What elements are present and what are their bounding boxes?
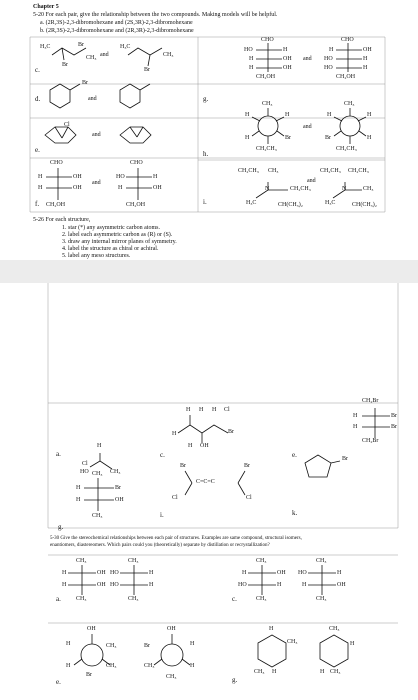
allene-core: C=C=C	[196, 479, 215, 485]
and-text: and	[92, 132, 101, 138]
problem-5-30-prompt-line2: enantiomers, diastereomers. Which pairs could you (theoretically) separate by distillation or recrystallization?	[50, 543, 270, 548]
atom-h: H	[302, 582, 307, 588]
and-text: and	[88, 96, 97, 102]
atom-h: H	[62, 570, 67, 576]
atom-h: H	[66, 641, 71, 647]
atom-oh: OH	[283, 65, 292, 71]
task-4: 4. label the structure as chiral or achiral.	[62, 246, 159, 252]
atom-br: Br	[86, 672, 92, 678]
atom-chch32: CH(CH₃)₂	[352, 202, 377, 208]
and-text: and	[307, 178, 316, 184]
row-label-i: i.	[203, 198, 207, 206]
atom-h: H	[38, 174, 43, 180]
atom-ch3: CH₃	[106, 643, 117, 649]
atom-h: H	[353, 424, 358, 430]
task-1: 1. star (*) any asymmetric carbon atoms.	[62, 225, 160, 231]
atom-h: H	[66, 663, 71, 669]
textbook-page-1	[0, 0, 418, 260]
row-label-g: g.	[58, 523, 64, 531]
atom-h3c: H₃C	[40, 44, 51, 50]
atom-h: H	[149, 582, 154, 588]
atom-ho: HO	[324, 65, 333, 71]
atom-ch3: CH₃	[330, 669, 341, 675]
atom-h: H	[190, 641, 195, 647]
atom-br: Br	[285, 135, 291, 141]
atom-ch2ch3: CH₂CH₃	[238, 168, 259, 174]
atom-h3c: H₃C	[246, 200, 257, 206]
and-text: and	[92, 180, 101, 186]
atom-h: H	[212, 407, 217, 413]
atom-h: H	[76, 497, 81, 503]
atom-ch2ch3: CH₂CH₃	[290, 186, 311, 192]
atom-ch3: CH₃	[76, 596, 87, 602]
row-label-g: g.	[203, 95, 209, 103]
atom-ch2oh: CH₂OH	[336, 74, 356, 80]
atom-ho: HO	[244, 47, 253, 53]
atom-br: Br	[244, 463, 250, 469]
atom-cho: CHO	[341, 37, 354, 43]
atom-ch2br: CH₂Br	[362, 398, 379, 404]
atom-ch2oh: CH₂OH	[126, 202, 146, 208]
atom-cl: Cl	[224, 407, 230, 413]
atom-ch3: CH₃	[344, 101, 355, 107]
textbook-page-2	[0, 283, 418, 700]
row-label-i: i.	[160, 511, 164, 519]
atom-cho: CHO	[130, 160, 143, 166]
atom-h: H	[285, 112, 290, 118]
atom-h: H	[353, 413, 358, 419]
atom-oh: OH	[167, 626, 176, 632]
atom-h: H	[367, 135, 372, 141]
atom-cl: Cl	[246, 495, 252, 501]
atom-ch3: CH₃	[316, 596, 327, 602]
atom-br: Br	[144, 67, 150, 73]
task-3: 3. draw any internal mirror planes of symmetry.	[62, 239, 177, 245]
atom-ch3: CH₃	[128, 596, 139, 602]
atom-ch2oh: CH₂OH	[256, 74, 276, 80]
row-label-h: h.	[203, 150, 209, 158]
atom-cl: Cl	[172, 495, 178, 501]
atom-h: H	[277, 582, 282, 588]
atom-h: H	[188, 443, 193, 449]
row-label-e: e.	[35, 146, 40, 154]
atom-h: H	[350, 641, 355, 647]
task-5: 5. label any meso structures.	[62, 253, 131, 259]
atom-h: H	[153, 174, 158, 180]
atom-br: Br	[228, 429, 234, 435]
atom-ho: HO	[298, 570, 307, 576]
row-label-a: a.	[56, 450, 61, 458]
atom-cho: CHO	[50, 160, 63, 166]
atom-h: H	[337, 570, 342, 576]
atom-br: Br	[391, 424, 397, 430]
atom-ch3: CH₃	[110, 469, 121, 475]
atom-h: H	[199, 407, 204, 413]
atom-ch3: CH₃	[163, 52, 174, 58]
row-label-e: e.	[292, 451, 297, 459]
atom-h: H	[245, 112, 250, 118]
atom-h: H	[363, 56, 368, 62]
atom-h: H	[242, 570, 247, 576]
atom-ch3: CH₃	[254, 669, 265, 675]
atom-oh: OH	[153, 185, 162, 191]
row-label-c: c.	[160, 451, 165, 459]
atom-h: H	[190, 663, 195, 669]
atom-oh: OH	[97, 570, 106, 576]
atom-cl: Cl	[82, 461, 88, 467]
row-label-g: g.	[232, 676, 238, 684]
atom-br: Br	[78, 42, 84, 48]
atom-ch2ch3: CH₂CH₃	[320, 168, 341, 174]
atom-h: H	[97, 443, 102, 449]
and-text: and	[303, 124, 312, 130]
atom-oh: OH	[97, 582, 106, 588]
row-label-f: f.	[35, 200, 40, 208]
atom-br: Br	[82, 80, 88, 86]
atom-h: H	[118, 185, 123, 191]
atom-oh: OH	[73, 174, 82, 180]
atom-ch3: CH₃	[268, 168, 279, 174]
atom-br: Br	[180, 463, 186, 469]
atom-h: H	[76, 485, 81, 491]
atom-ch3: CH₃	[329, 626, 340, 632]
atom-h: H	[329, 47, 334, 53]
atom-h: H	[172, 431, 177, 437]
atom-ch3: CH₃	[166, 674, 177, 680]
and-text: and	[100, 52, 109, 58]
atom-h: H	[367, 112, 372, 118]
row-label-e: e.	[56, 678, 61, 686]
atom-ch3: CH₃	[262, 101, 273, 107]
atom-ho: HO	[80, 469, 89, 475]
atom-h: H	[249, 65, 254, 71]
atom-h: H	[283, 47, 288, 53]
atom-ho: HO	[110, 570, 119, 576]
atom-ho: HO	[116, 174, 125, 180]
problem-grid-page2	[0, 283, 418, 700]
atom-ch2ch3: CH₂CH₃	[348, 168, 369, 174]
row-label-c: c.	[232, 595, 237, 603]
atom-ch3: CH₃	[287, 639, 298, 645]
atom-oh: OH	[115, 497, 124, 503]
problem-item-a: a. (2R,3S)-2,3-dibromohexane and (2S,3R)-2,3-dibromohexane	[40, 20, 193, 26]
atom-h: H	[245, 135, 250, 141]
atom-h: H	[186, 407, 191, 413]
atom-br: Br	[391, 413, 397, 419]
atom-ch2ch3: CH₂CH₃	[256, 146, 277, 152]
atom-oh: OH	[363, 47, 372, 53]
atom-ch3: CH₃	[86, 55, 97, 61]
problem-5-20-prompt: 5-20 For each pair, give the relationship between the two compounds. Making models will be helpful.	[33, 12, 278, 18]
atom-br: Br	[325, 135, 331, 141]
atom-cl: Cl	[64, 122, 70, 128]
problem-5-30-prompt: 5-30 Give the stereochemical relationships between each pair of structures. Examples are same compound, structural isomers,	[50, 536, 302, 541]
atom-ch3: CH₃	[92, 471, 103, 477]
atom-ch3: CH₃	[256, 596, 267, 602]
atom-ch2ch3: CH₂CH₃	[336, 146, 357, 152]
row-label-a: a.	[56, 595, 61, 603]
atom-cho: CHO	[261, 37, 274, 43]
atom-ho: HO	[324, 56, 333, 62]
atom-oh: OH	[283, 56, 292, 62]
atom-h: H	[320, 669, 325, 675]
atom-ch3: CH₃	[256, 558, 267, 564]
problem-item-b: b. (2R,3S)-2,3-dibromohexane and (2R,3R)-2,3-dibromohexane	[40, 28, 194, 34]
atom-oh: OH	[87, 626, 96, 632]
row-label-c: c.	[35, 66, 40, 74]
atom-br: Br	[62, 62, 68, 68]
problem-5-26-prompt: 5-26 For each structure,	[33, 217, 91, 223]
atom-oh: OH	[73, 185, 82, 191]
atom-ch2br: CH₂Br	[362, 438, 379, 444]
atom-h: H	[149, 570, 154, 576]
atom-br: Br	[144, 643, 150, 649]
atom-h: H	[363, 65, 368, 71]
row-label-k: k.	[292, 509, 298, 517]
atom-ch3: CH₃	[76, 558, 87, 564]
chapter-heading: Chapter 5	[33, 4, 59, 10]
atom-oh: OH	[277, 570, 286, 576]
atom-ch3: CH₃	[128, 558, 139, 564]
atom-ch2oh: CH₂OH	[46, 202, 66, 208]
atom-h: H	[62, 582, 67, 588]
atom-n: N	[265, 186, 270, 192]
atom-ch3: CH₃	[316, 558, 327, 564]
atom-ho: HO	[110, 582, 119, 588]
atom-oh: OH	[200, 443, 209, 449]
and-text: and	[303, 56, 312, 62]
atom-h: H	[38, 185, 43, 191]
atom-n: N	[342, 186, 347, 192]
atom-br: Br	[115, 485, 121, 491]
atom-ch3: CH₃	[144, 663, 155, 669]
atom-br: Br	[342, 456, 348, 462]
atom-oh: OH	[337, 582, 346, 588]
task-2: 2. label each asymmetric carbon as (R) or (S).	[62, 232, 173, 238]
atom-chch32: CH(CH₃)₂	[278, 202, 303, 208]
atom-ch3: CH₃	[92, 513, 103, 519]
atom-h: H	[269, 626, 274, 632]
atom-h: H	[272, 669, 277, 675]
atom-h3c: H₃C	[325, 200, 336, 206]
atom-h3c: H₃C	[120, 44, 131, 50]
atom-h: H	[249, 56, 254, 62]
atom-h: H	[327, 112, 332, 118]
atom-ch3: CH₃	[106, 663, 117, 669]
row-label-d: d.	[35, 95, 41, 103]
atom-ch3: CH₃	[363, 186, 374, 192]
atom-ho: HO	[238, 582, 247, 588]
